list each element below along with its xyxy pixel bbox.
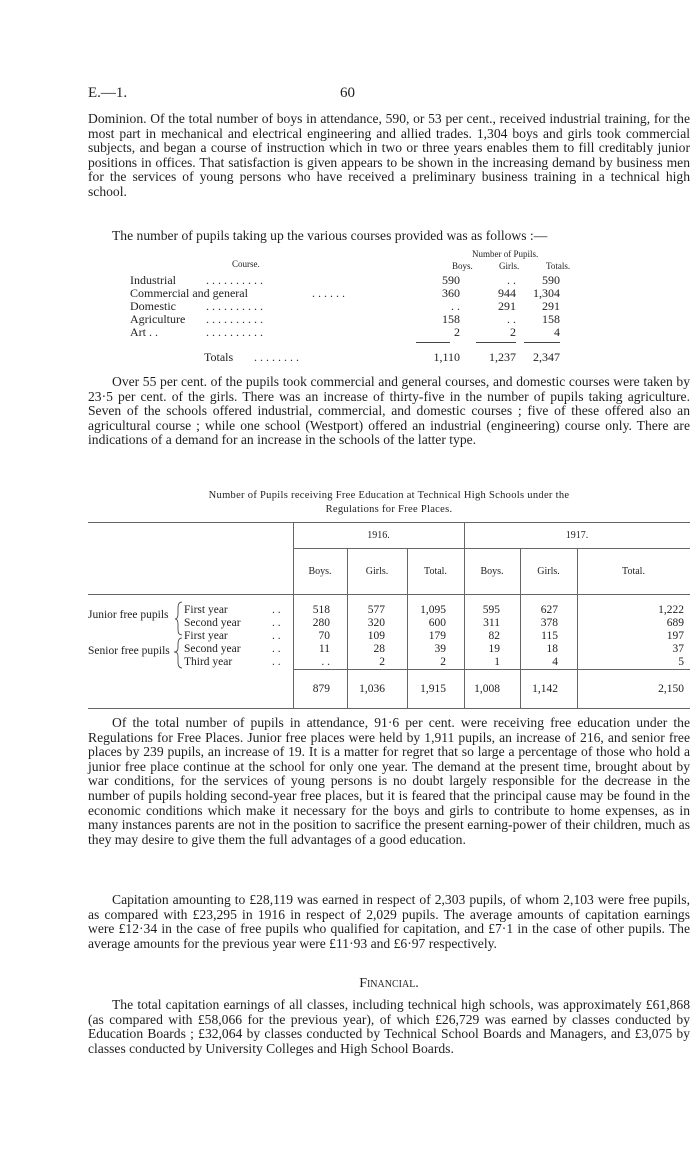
boys-value: 158 bbox=[442, 312, 460, 326]
year-1917-header: 1917. bbox=[565, 530, 589, 541]
course-totals-row bbox=[130, 350, 560, 363]
row-year-label: First year bbox=[184, 604, 228, 616]
girls-1916-header: Girls. bbox=[365, 566, 389, 577]
leader-dots: . . bbox=[272, 604, 281, 616]
report-reference: E.—1. bbox=[88, 85, 128, 101]
course-name: Domestic bbox=[130, 299, 176, 313]
girls-value: 291 bbox=[498, 299, 516, 313]
paragraph-free-education: Of the total number of pupils in attendance, 91·6 per cent. were receiving free education under the Regulations for Free Places. Junior free places were held by 1,911 pupils, an increase of 216, and senior free places by 239 pupils, an increase of 19. It is a matter for regret that so large a percentage of those who hold a junior free place continue at the school for only one year. The demand at the present time, brought about by war conditions, for the services of young persons is no doubt largely responsible for the decrease in the number of pupils holding second-year free places, but it is feared that the principal cause may be found in the economic conditions which make it necessary for the boys and girls to contribute to home expenses, as in many instances parents are not in the position to sacrifice the present earning-power of their children, much as they may desire to give them the full advantages of a good education. bbox=[88, 715, 690, 847]
table-cell: 2 bbox=[379, 656, 385, 668]
girls-column-header: Girls. bbox=[499, 261, 520, 271]
table-cell: 689 bbox=[666, 617, 684, 629]
year-1916-header: 1916. bbox=[367, 530, 390, 541]
year-rule bbox=[293, 548, 690, 549]
course-name: Art . . bbox=[130, 325, 158, 339]
table-cell: 11 bbox=[318, 643, 330, 655]
row-year-label: Second year bbox=[184, 643, 241, 655]
leader-dots: . . . . . . . . . . bbox=[206, 312, 263, 326]
girls-value: 944 bbox=[498, 286, 516, 300]
leader-dots: . . bbox=[272, 643, 281, 655]
girls-1917-header: Girls. bbox=[537, 566, 560, 577]
totals-column-header: Totals. bbox=[546, 261, 571, 271]
leader-dots: . . bbox=[272, 656, 281, 668]
paragraph-courses-intro: The number of pupils taking up the various courses provided was as follows :— bbox=[112, 228, 548, 243]
total-1916-header: Total. bbox=[424, 566, 447, 577]
total-1917-header: Total. bbox=[622, 566, 645, 577]
table-cell: 1,222 bbox=[658, 604, 684, 616]
table-cell: 1 bbox=[494, 656, 500, 668]
total-cell: 1,142 bbox=[532, 683, 558, 695]
girls-value: . . bbox=[507, 273, 516, 287]
table-cell: 39 bbox=[434, 643, 446, 655]
page-number: 60 bbox=[340, 85, 355, 101]
table-cell: 2 bbox=[440, 656, 446, 668]
total-cell: 879 bbox=[312, 683, 330, 695]
table-cell: 5 bbox=[678, 656, 684, 668]
paragraph-course-percentages: Over 55 per cent. of the pupils took commercial and general courses, and domestic courses were taken by 23·5 per cent. of the girls. There was an increase of thirty-five in the number of pupils taking agriculture. Seven of the schools offered industrial, commercial, and domestic courses ; five of these offered also an agricultural course ; while one school (Westport) offered an industrial (engineering) course only. There are indications of a demand for an increase in the schools of the latter type. bbox=[88, 374, 690, 448]
table-cell: 179 bbox=[428, 630, 446, 642]
boys-total: 1,110 bbox=[433, 350, 460, 364]
table-cell: 18 bbox=[546, 643, 558, 655]
free-places-table bbox=[88, 522, 690, 708]
boys-value: 2 bbox=[454, 325, 460, 339]
free-places-table-subtitle: Regulations for Free Places. bbox=[325, 504, 453, 515]
table-cell: 1,095 bbox=[420, 604, 446, 616]
table-cell: 627 bbox=[540, 604, 558, 616]
sum-rule bbox=[524, 342, 560, 343]
paragraph-capitation: Capitation amounting to £28,119 was earned in respect of 2,303 pupils, of whom 2,103 were free pupils, as compared with £23,295 in 1916 in respect of 2,029 pupils. The average amounts of capitation earnings were £12·34 in the case of free pupils who qualified for capitation, and £7·1 in the case of other pupils. The average amounts for the previous year were £11·93 and £6·97 respectively. bbox=[88, 892, 690, 951]
table-bottom-rule bbox=[88, 708, 690, 709]
boys-1916-header: Boys. bbox=[308, 566, 332, 577]
bracket-icon bbox=[174, 600, 184, 670]
table-cell: 37 bbox=[672, 643, 684, 655]
leader-dots: . . . . . . . . . . bbox=[206, 299, 263, 313]
table-cell: 70 bbox=[318, 630, 330, 642]
pupils-group-header: Number of Pupils. bbox=[472, 249, 539, 259]
column-divider bbox=[464, 522, 465, 708]
free-places-table-title: Number of Pupils receiving Free Education at Technical High Schools under the bbox=[208, 490, 570, 501]
course-row bbox=[130, 312, 560, 325]
course-row bbox=[130, 325, 560, 338]
total-value: 4 bbox=[554, 325, 560, 339]
table-cell: 280 bbox=[312, 617, 330, 629]
header-bottom-rule bbox=[88, 594, 690, 595]
row-year-label: Second year bbox=[184, 617, 241, 629]
table-cell: 19 bbox=[488, 643, 500, 655]
table-cell: 320 bbox=[367, 617, 385, 629]
totals-top-rule bbox=[293, 669, 690, 670]
boys-value: . . bbox=[451, 299, 460, 313]
table-cell: 28 bbox=[373, 643, 385, 655]
table-cell: 518 bbox=[312, 604, 330, 616]
course-name: Commercial and general bbox=[130, 286, 248, 300]
leader-dots: . . . . . . . . bbox=[254, 350, 299, 364]
girls-value: . . bbox=[507, 312, 516, 326]
grand-total: 2,347 bbox=[533, 350, 560, 364]
total-value: 158 bbox=[542, 312, 560, 326]
total-cell: 2,150 bbox=[658, 683, 684, 695]
financial-heading: Financial. bbox=[359, 976, 419, 991]
total-value: 1,304 bbox=[533, 286, 560, 300]
table-cell: 115 bbox=[541, 630, 558, 642]
table-cell: 378 bbox=[540, 617, 558, 629]
table-cell: 109 bbox=[367, 630, 385, 642]
table-cell: 4 bbox=[552, 656, 558, 668]
row-year-label: Third year bbox=[184, 656, 233, 668]
leader-dots: . . bbox=[272, 617, 281, 629]
course-name: Industrial bbox=[130, 273, 176, 287]
total-cell: 1,915 bbox=[420, 683, 446, 695]
boys-value: 360 bbox=[442, 286, 460, 300]
column-divider bbox=[293, 522, 294, 708]
total-cell: 1,036 bbox=[359, 683, 385, 695]
course-row bbox=[130, 286, 560, 299]
girls-total: 1,237 bbox=[489, 350, 516, 364]
totals-label: Totals bbox=[204, 350, 234, 364]
table-top-rule bbox=[88, 522, 690, 523]
senior-free-pupils-label: Senior free pupils bbox=[88, 645, 170, 657]
course-column-header: Course. bbox=[232, 259, 260, 269]
junior-free-pupils-label: Junior free pupils bbox=[88, 609, 169, 621]
total-cell: 1,008 bbox=[474, 683, 500, 695]
girls-value: 2 bbox=[510, 325, 516, 339]
course-name: Agriculture bbox=[130, 312, 186, 326]
table-cell: 82 bbox=[488, 630, 500, 642]
boys-column-header: Boys. bbox=[452, 261, 473, 271]
sum-rule bbox=[476, 342, 516, 343]
table-cell: . . bbox=[321, 656, 330, 668]
table-cell: 577 bbox=[367, 604, 385, 616]
leader-dots: . . bbox=[272, 630, 281, 642]
leader-dots: . . . . . . bbox=[312, 286, 345, 300]
row-year-label: First year bbox=[184, 630, 228, 642]
total-value: 291 bbox=[542, 299, 560, 313]
boys-1917-header: Boys. bbox=[480, 566, 504, 577]
table-cell: 197 bbox=[666, 630, 684, 642]
course-row bbox=[130, 299, 560, 312]
table-cell: 311 bbox=[483, 617, 500, 629]
sum-rule bbox=[416, 342, 450, 343]
total-value: 590 bbox=[542, 273, 560, 287]
boys-value: 590 bbox=[442, 273, 460, 287]
paragraph-financial: The total capitation earnings of all classes, including technical high schools, was approximately £61,868 (as compared with £58,066 for the previous year), of which £26,729 was earned by classes conducted by Education Boards ; £32,064 by classes conducted by Technical School Boards and Managers, and £3,075 by classes conducted by University Colleges and High School Boards. bbox=[88, 997, 690, 1056]
table-cell: 595 bbox=[482, 604, 500, 616]
table-cell: 600 bbox=[428, 617, 446, 629]
course-row bbox=[130, 273, 560, 286]
leader-dots: . . . . . . . . . . bbox=[206, 325, 263, 339]
leader-dots: . . . . . . . . . . bbox=[206, 273, 263, 287]
paragraph-industrial-training: Dominion. Of the total number of boys in attendance, 590, or 53 per cent., received industrial training, for the most part in mechanical and electrical engineering and allied trades. 1,304 boys and girls took commercial subjects, and began a course of instruction which in two or three years enables them to fill creditably junior positions in offices. That satisfaction is given appears to be shown in the increasing demand by business men for the services of young persons who have received a preliminary business training in a technical high school. bbox=[88, 111, 690, 199]
